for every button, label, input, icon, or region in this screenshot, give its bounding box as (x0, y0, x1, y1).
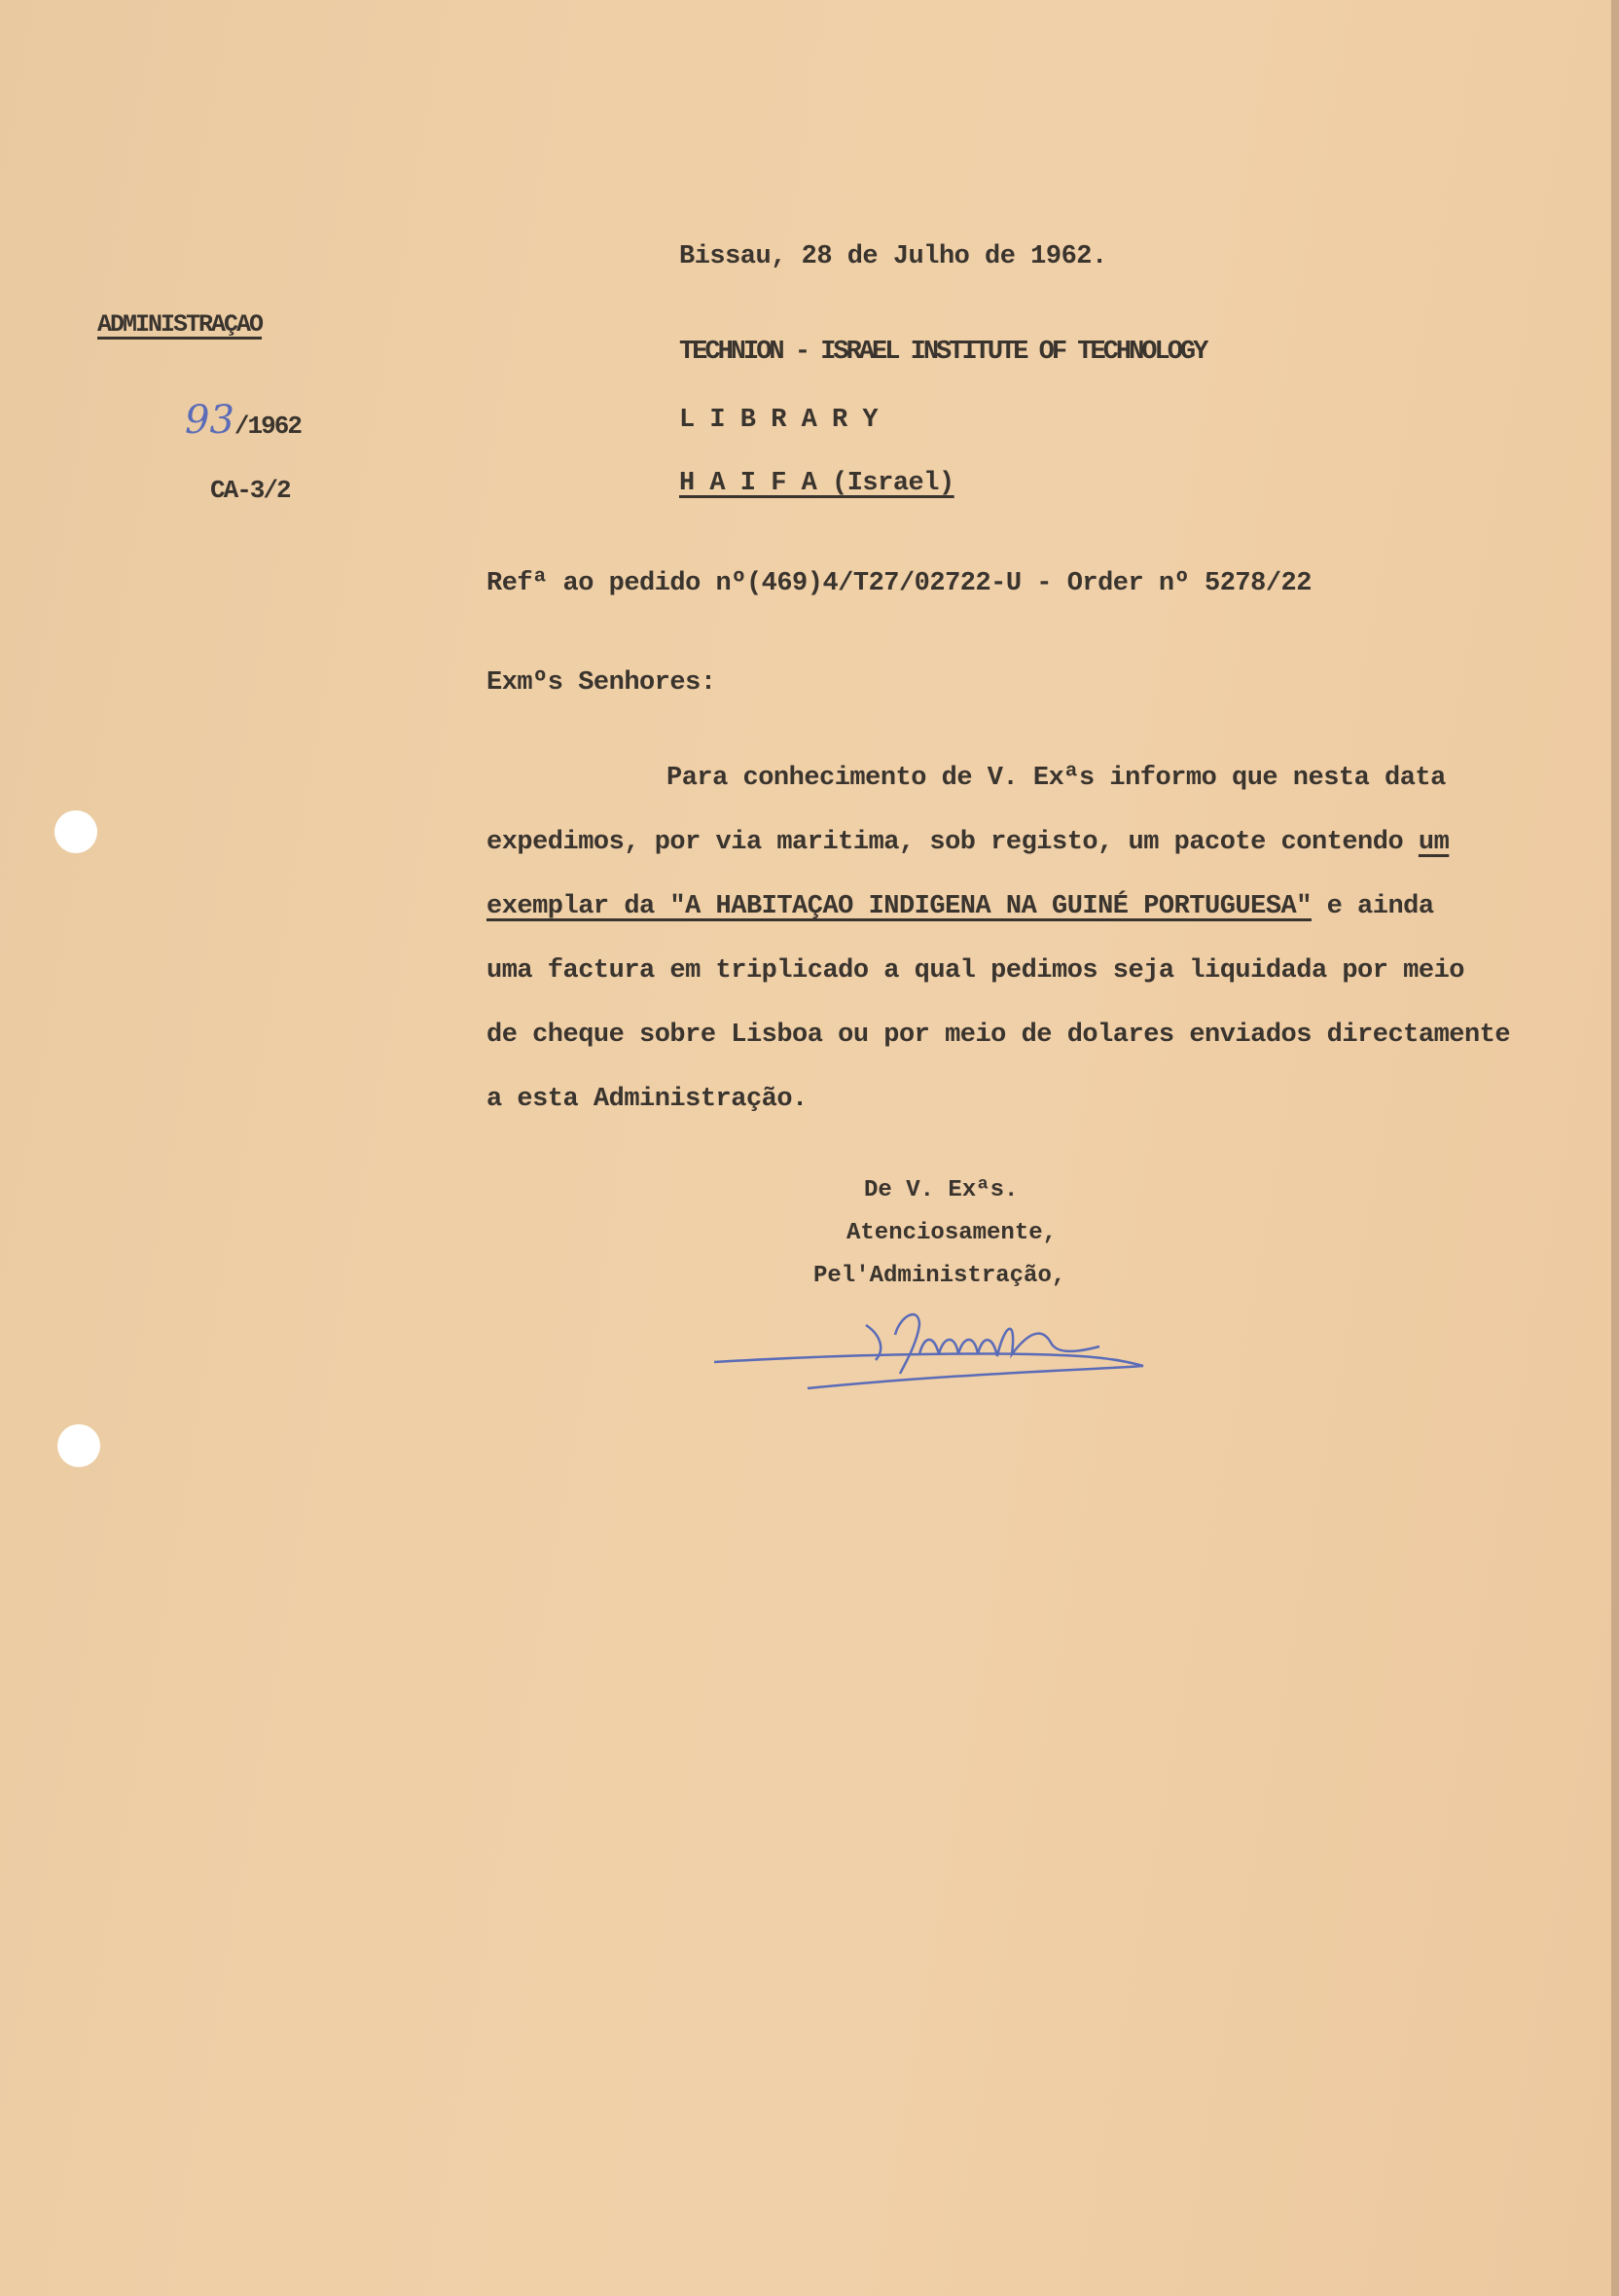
file-number (185, 399, 301, 442)
file-code: CA-3/2 (210, 476, 290, 505)
paper-edge (1611, 0, 1619, 2296)
recipient-city: H A I F A (Israel) (679, 469, 954, 498)
recipient-name: TECHNION - ISRAEL INSTITUTE OF TECHNOLOGY (679, 338, 1206, 367)
file-year: /1962 (234, 412, 301, 441)
handwritten-number: 93 (185, 398, 234, 443)
closing-line: De V. Exªs. (864, 1177, 1019, 1203)
punch-hole (54, 810, 97, 853)
body-line: Para conhecimento de V. Exªs informo que nesta data (666, 764, 1446, 793)
body-text-underlined: um (1418, 828, 1450, 857)
body-line: de cheque sobre Lisboa ou por meio de dolares enviados directamente (486, 1021, 1511, 1050)
body-line: a esta Administração. (486, 1085, 808, 1114)
punch-hole (57, 1424, 100, 1467)
reference-line: Refª ao pedido nº(469)4/T27/02722-U - Order nº 5278/22 (486, 569, 1312, 598)
body-text: expedimos, por via maritima, sob registo, um pacote contendo (486, 828, 1419, 857)
date-line: Bissau, 28 de Julho de 1962. (679, 242, 1107, 271)
closing-line: Pel'Administração, (813, 1263, 1066, 1289)
signature (701, 1296, 1168, 1413)
body-line (486, 827, 1449, 858)
closing-line: Atenciosamente, (846, 1220, 1058, 1246)
salutation: Exmºs Senhores: (486, 668, 716, 698)
department-label: ADMINISTRAÇAO (97, 310, 263, 339)
body-line (486, 891, 1434, 922)
book-title: exemplar da "A HABITAÇAO INDIGENA NA GUINÉ PORTUGUESA" (486, 892, 1312, 921)
body-line: uma factura em triplicado a qual pedimos seja liquidada por meio (486, 956, 1464, 986)
recipient-library: L I B R A R Y (679, 406, 879, 435)
body-text: e ainda (1311, 892, 1434, 921)
